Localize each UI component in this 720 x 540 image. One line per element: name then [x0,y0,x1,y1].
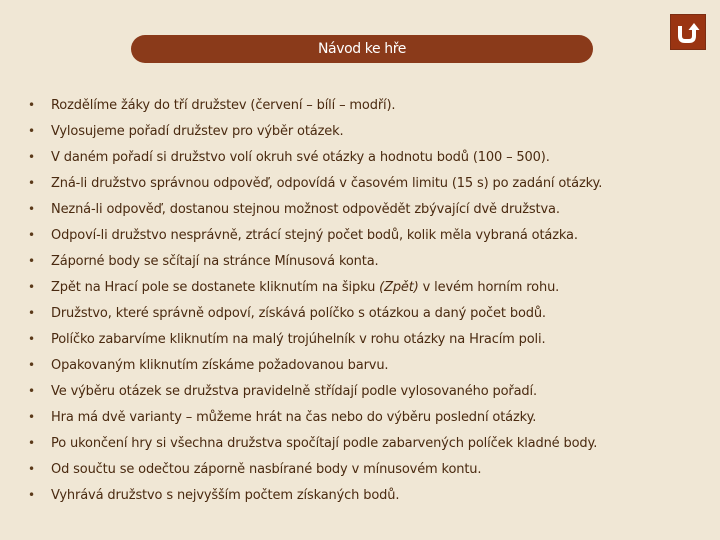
page-title: Návod ke hře [317,41,407,57]
bullet: • [28,488,36,502]
rule-text-emphasis: (Zpět) [379,279,419,295]
bullet: • [28,384,36,398]
rule-text: Rozdělíme žáky do tří družstev (červení – bílí – modří). [51,97,396,113]
rule-text: Hra má dvě varianty – můžeme hrát na čas nebo do výběru poslední otázky. [51,409,537,425]
bullet: • [28,358,36,372]
rule-text: Políčko zabarvíme kliknutím na malý trojúhelník v rohu otázky na Hracím poli. [51,331,546,347]
list-item [28,482,713,508]
list-item [28,170,713,196]
rule-text [51,280,559,295]
bullet: • [28,410,36,424]
bullet: • [28,98,36,112]
bullet: • [28,306,36,320]
rule-text: Nezná-li odpověď, dostanou stejnou možnost odpovědět zbývající dvě družstva. [51,201,560,217]
bullet: • [28,462,36,476]
list-item [28,144,713,170]
back-button[interactable] [670,14,706,50]
bullet: • [28,254,36,268]
list-item [28,222,713,248]
rule-text: Vyhrává družstvo s nejvyšším počtem získaných bodů. [51,487,400,503]
list-item [28,248,713,274]
list-item [28,404,713,430]
bullet: • [28,202,36,216]
bullet: • [28,332,36,346]
list-item [28,92,713,118]
rule-text: Ve výběru otázek se družstva pravidelně střídají podle vylosovaného pořadí. [51,383,537,399]
bullet: • [28,150,36,164]
rule-text: Vylosujeme pořadí družstev pro výběr otázek. [51,123,344,139]
rule-text: Po ukončení hry si všechna družstva spočítají podle zabarvených políček kladné body. [51,435,598,451]
rule-text: Od součtu se odečtou záporně nasbírané body v mínusovém kontu. [51,461,482,477]
rule-text: Opakovaným kliknutím získáme požadovanou barvu. [51,357,389,373]
list-item [28,274,713,300]
rule-text-start: Zpět na Hrací pole se dostanete kliknutím na šipku [51,279,380,295]
list-item [28,378,713,404]
rule-text: Zná-li družstvo správnou odpověď, odpovídá v časovém limitu (15 s) po zadání otázky. [51,175,603,191]
rule-text: Družstvo, které správně odpoví, získává políčko s otázkou a daný počet bodů. [51,305,546,321]
list-item [28,118,713,144]
bullet: • [28,436,36,450]
rule-text-end: v levém horním rohu. [418,279,560,295]
list-item [28,352,713,378]
bullet: • [28,228,36,242]
rule-text: V daném pořadí si družstvo volí okruh své otázky a hodnotu bodů (100 – 500). [51,149,550,165]
list-item [28,456,713,482]
return-arrow-icon [675,19,701,45]
bullet: • [28,124,36,138]
rule-text: Odpoví-li družstvo nesprávně, ztrácí stejný počet bodů, kolik měla vybraná otázka. [51,227,578,243]
bullet: • [28,280,36,294]
rules-list [28,92,713,508]
list-item [28,326,713,352]
list-item [28,430,713,456]
list-item [28,196,713,222]
rule-text: Záporné body se sčítají na stránce Mínusová konta. [51,253,379,269]
page-title-bar [131,35,593,63]
bullet: • [28,176,36,190]
list-item [28,300,713,326]
